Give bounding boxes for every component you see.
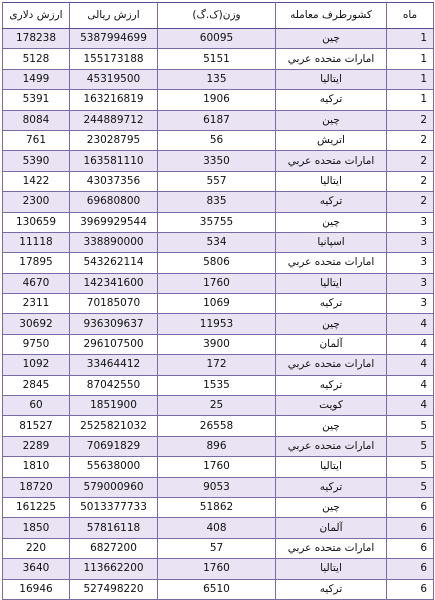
table-row (3, 273, 434, 293)
cell-rial-value: 2525821032 (70, 416, 158, 436)
cell-country: ترکيه (276, 477, 387, 497)
cell-weight: 6187 (158, 110, 276, 130)
cell-weight: 56 (158, 130, 276, 150)
table-row (3, 457, 434, 477)
cell-dollar-value: 161225 (3, 497, 70, 517)
cell-dollar-value: 130659 (3, 212, 70, 232)
cell-weight: 3350 (158, 151, 276, 171)
cell-weight: 408 (158, 518, 276, 538)
cell-month: 6 (387, 497, 434, 517)
cell-rial-value: 936309637 (70, 314, 158, 334)
cell-month: 2 (387, 151, 434, 171)
cell-month: 1 (387, 69, 434, 89)
table-row (3, 192, 434, 212)
cell-country: اسپانيا (276, 232, 387, 252)
cell-country: کويت (276, 396, 387, 416)
cell-rial-value: 70691829 (70, 436, 158, 456)
table-row (3, 90, 434, 110)
table-row (3, 171, 434, 191)
cell-month: 1 (387, 90, 434, 110)
header-row (3, 3, 434, 29)
cell-dollar-value: 1499 (3, 69, 70, 89)
cell-country: ترکيه (276, 375, 387, 395)
table-row (3, 416, 434, 436)
cell-dollar-value: 178238 (3, 29, 70, 49)
cell-country: ترکيه (276, 294, 387, 314)
table-row (3, 232, 434, 252)
table-row (3, 436, 434, 456)
header-country: کشورطرف معامله (276, 3, 387, 29)
cell-rial-value: 527498220 (70, 579, 158, 599)
cell-rial-value: 69680800 (70, 192, 158, 212)
cell-weight: 35755 (158, 212, 276, 232)
cell-weight: 11953 (158, 314, 276, 334)
cell-dollar-value: 11118 (3, 232, 70, 252)
cell-weight: 135 (158, 69, 276, 89)
cell-month: 1 (387, 29, 434, 49)
cell-dollar-value: 2289 (3, 436, 70, 456)
cell-month: 5 (387, 416, 434, 436)
cell-rial-value: 1851900 (70, 396, 158, 416)
cell-rial-value: 113662200 (70, 559, 158, 579)
cell-month: 1 (387, 49, 434, 69)
cell-rial-value: 543262114 (70, 253, 158, 273)
cell-rial-value: 5387994699 (70, 29, 158, 49)
table-row (3, 538, 434, 558)
table-row (3, 130, 434, 150)
cell-month: 4 (387, 314, 434, 334)
cell-month: 6 (387, 518, 434, 538)
cell-rial-value: 244889712 (70, 110, 158, 130)
cell-weight: 5151 (158, 49, 276, 69)
cell-weight: 1760 (158, 559, 276, 579)
cell-dollar-value: 3640 (3, 559, 70, 579)
cell-dollar-value: 2300 (3, 192, 70, 212)
cell-dollar-value: 16946 (3, 579, 70, 599)
cell-month: 4 (387, 375, 434, 395)
table-row (3, 375, 434, 395)
cell-weight: 1760 (158, 273, 276, 293)
cell-country: امارات متحده عربي (276, 151, 387, 171)
cell-dollar-value: 1850 (3, 518, 70, 538)
table-row (3, 294, 434, 314)
cell-dollar-value: 2845 (3, 375, 70, 395)
cell-country: ترکيه (276, 579, 387, 599)
cell-month: 3 (387, 212, 434, 232)
cell-rial-value: 70185070 (70, 294, 158, 314)
cell-weight: 25 (158, 396, 276, 416)
cell-weight: 1906 (158, 90, 276, 110)
cell-weight: 51862 (158, 497, 276, 517)
table-row (3, 559, 434, 579)
cell-rial-value: 155173188 (70, 49, 158, 69)
cell-dollar-value: 220 (3, 538, 70, 558)
cell-country: امارات متحده عربي (276, 253, 387, 273)
table-row (3, 110, 434, 130)
cell-country: اتريش (276, 130, 387, 150)
cell-weight: 557 (158, 171, 276, 191)
cell-rial-value: 45319500 (70, 69, 158, 89)
cell-country: ترکيه (276, 192, 387, 212)
cell-dollar-value: 1422 (3, 171, 70, 191)
cell-month: 6 (387, 559, 434, 579)
cell-month: 3 (387, 294, 434, 314)
table-header (3, 3, 434, 29)
cell-dollar-value: 60 (3, 396, 70, 416)
cell-weight: 534 (158, 232, 276, 252)
cell-weight: 896 (158, 436, 276, 456)
table-body (3, 29, 434, 600)
cell-weight: 26558 (158, 416, 276, 436)
cell-country: چين (276, 416, 387, 436)
cell-country: چين (276, 314, 387, 334)
cell-dollar-value: 17895 (3, 253, 70, 273)
cell-weight: 60095 (158, 29, 276, 49)
cell-weight: 172 (158, 355, 276, 375)
cell-dollar-value: 1810 (3, 457, 70, 477)
cell-country: ايتاليا (276, 457, 387, 477)
cell-month: 5 (387, 477, 434, 497)
cell-rial-value: 163216819 (70, 90, 158, 110)
cell-country: امارات متحده عربي (276, 436, 387, 456)
cell-country: امارات متحده عربي (276, 49, 387, 69)
cell-dollar-value: 9750 (3, 334, 70, 354)
cell-rial-value: 338890000 (70, 232, 158, 252)
cell-weight: 1535 (158, 375, 276, 395)
cell-country: چين (276, 212, 387, 232)
header-month: ماه (387, 3, 434, 29)
table-row (3, 497, 434, 517)
cell-dollar-value: 8084 (3, 110, 70, 130)
cell-country: ايتاليا (276, 69, 387, 89)
cell-country: امارات متحده عربي (276, 355, 387, 375)
table-row (3, 396, 434, 416)
header-rial-value: ارزش ریالی (70, 3, 158, 29)
table-row (3, 253, 434, 273)
table-row (3, 355, 434, 375)
cell-month: 6 (387, 579, 434, 599)
cell-rial-value: 3969929544 (70, 212, 158, 232)
table-row (3, 314, 434, 334)
cell-month: 2 (387, 110, 434, 130)
cell-rial-value: 142341600 (70, 273, 158, 293)
cell-month: 2 (387, 171, 434, 191)
cell-month: 3 (387, 273, 434, 293)
cell-weight: 1760 (158, 457, 276, 477)
table-row (3, 334, 434, 354)
cell-country: ترکيه (276, 90, 387, 110)
cell-rial-value: 87042550 (70, 375, 158, 395)
cell-rial-value: 5013377733 (70, 497, 158, 517)
cell-country: چين (276, 497, 387, 517)
cell-country: چین (276, 29, 387, 49)
cell-weight: 835 (158, 192, 276, 212)
cell-country: ايتاليا (276, 171, 387, 191)
cell-rial-value: 296107500 (70, 334, 158, 354)
cell-month: 4 (387, 396, 434, 416)
cell-month: 3 (387, 232, 434, 252)
table-row (3, 477, 434, 497)
cell-dollar-value: 18720 (3, 477, 70, 497)
cell-rial-value: 43037356 (70, 171, 158, 191)
cell-dollar-value: 5390 (3, 151, 70, 171)
cell-month: 4 (387, 355, 434, 375)
cell-month: 3 (387, 253, 434, 273)
cell-month: 6 (387, 538, 434, 558)
cell-weight: 3900 (158, 334, 276, 354)
table-row (3, 151, 434, 171)
cell-weight: 57 (158, 538, 276, 558)
cell-rial-value: 163581110 (70, 151, 158, 171)
cell-rial-value: 6827200 (70, 538, 158, 558)
cell-country: ايتاليا (276, 273, 387, 293)
cell-rial-value: 23028795 (70, 130, 158, 150)
cell-weight: 6510 (158, 579, 276, 599)
cell-country: آلمان (276, 518, 387, 538)
cell-rial-value: 55638000 (70, 457, 158, 477)
cell-rial-value: 57816118 (70, 518, 158, 538)
cell-rial-value: 579000960 (70, 477, 158, 497)
cell-weight: 5806 (158, 253, 276, 273)
header-dollar-value: ارزش دلاری (3, 3, 70, 29)
cell-dollar-value: 5391 (3, 90, 70, 110)
cell-dollar-value: 81527 (3, 416, 70, 436)
cell-month: 4 (387, 334, 434, 354)
trade-table (2, 2, 434, 600)
cell-month: 5 (387, 457, 434, 477)
cell-month: 2 (387, 192, 434, 212)
cell-month: 5 (387, 436, 434, 456)
cell-dollar-value: 30692 (3, 314, 70, 334)
cell-dollar-value: 761 (3, 130, 70, 150)
cell-weight: 1069 (158, 294, 276, 314)
table-row (3, 518, 434, 538)
table-row (3, 579, 434, 599)
cell-country: چين (276, 110, 387, 130)
cell-weight: 9053 (158, 477, 276, 497)
cell-dollar-value: 2311 (3, 294, 70, 314)
cell-dollar-value: 5128 (3, 49, 70, 69)
header-weight: وزن(ک.گ) (158, 3, 276, 29)
table-row (3, 29, 434, 49)
table-row (3, 69, 434, 89)
cell-country: امارات متحده عربي (276, 538, 387, 558)
cell-dollar-value: 1092 (3, 355, 70, 375)
cell-rial-value: 33464412 (70, 355, 158, 375)
cell-country: ايتاليا (276, 559, 387, 579)
cell-country: آلمان (276, 334, 387, 354)
table-row (3, 49, 434, 69)
table-row (3, 212, 434, 232)
cell-month: 2 (387, 130, 434, 150)
cell-dollar-value: 4670 (3, 273, 70, 293)
